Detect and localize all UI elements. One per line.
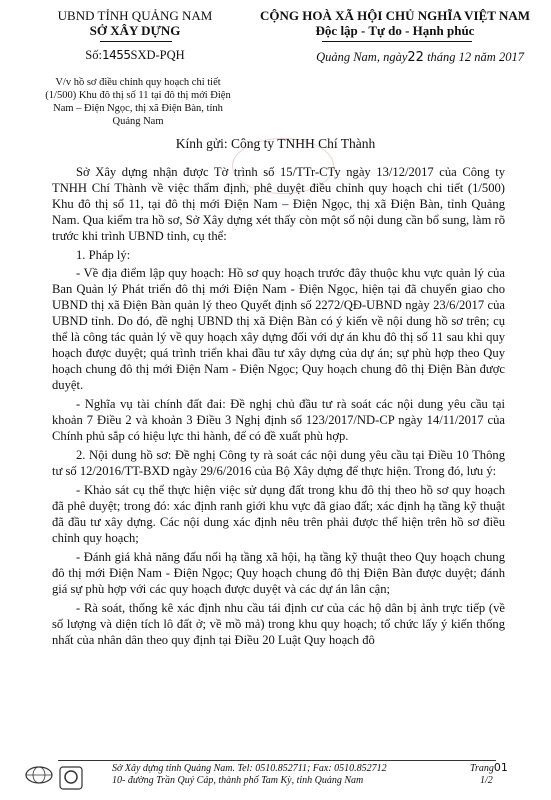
paragraph-location: - Về địa điểm lập quy hoạch: Hồ sơ quy hoạch trước đây thuộc khu vực quản lý của Ban Quản lý Phát triển đô thị mới Điện Nam - Điện Ngọc, hiện tại đã chuyển giao cho UBND thị xã Điện Bàn quản lý theo Quyết định số 2272/QĐ-UBND ngày 23/6/2017 của UBND tỉnh. Do đó, đề nghị UBND thị xã Điện Bàn có ý kiến về nội dung hồ sơ trên; cụ thể là công tác quản lý về quy hoạch xây dựng đối với dự án khu đô thị số 11 sau khi quy hoạch được duyệt; quá trình triển khai đầu tư xây dựng của dự án; sự phù hợp theo Quy hoạch chung đô thị mới Điện Nam - Điện Ngọc; Quy hoạch chung đô thị Điện Bàn được duyệt. [52, 266, 505, 392]
footer-line-contact: Sở Xây dựng tỉnh Quảng Nam. Tel: 0510.852711; Fax: 0510.852712 [112, 763, 387, 774]
place-date-suffix: tháng 12 năm 2017 [427, 50, 524, 64]
national-title: CỘNG HOÀ XÃ HỘI CHỦ NGHĨA VIỆT NAM [259, 8, 531, 23]
place-date [300, 50, 540, 65]
national-motto: Độc lập - Tự do - Hạnh phúc [315, 23, 475, 38]
recipient-line: Kính gửi: Công ty TNHH Chí Thành [175, 136, 376, 151]
issuing-authority: UBND TỈNH QUẢNG NAM [57, 8, 213, 23]
issuing-department: SỞ XÂY DỰNG [89, 23, 181, 38]
paragraph-financial: - Nghĩa vụ tài chính đất đai: Đề nghị chủ đầu tư rà soát các nội dung yêu cầu tại khoản 7 Điều 2 và khoản 3 Điều 3 Nghị định số 123/2017/ND-CP ngày 14/11/2017 của Chính phủ sắp có hiệu lực thi hành, để có đề xuất phù hợp. [52, 397, 505, 443]
section-heading-content: 2. Nội dung hồ sơ: Đề nghị Công ty rà soát các nội dung yêu cầu tại Điều 10 Thông tư số 12/2016/TT-BXD ngày 29/6/2016 của Bộ Xây dựng để thực hiện. Trong đó, lưu ý: [52, 448, 505, 478]
doc-number-suffix: SXD-PQH [130, 48, 185, 62]
footer-contact [112, 763, 452, 787]
page-label: Trang [470, 763, 494, 774]
motto-underline [322, 41, 472, 42]
letter-body [52, 164, 505, 651]
footer-divider [58, 760, 496, 761]
subject-line: V/v hồ sơ điều chỉnh quy hoạch chi tiết (1/500) Khu đô thị số 11 tại đô thị mới Điện Nam – Điện Ngọc, thị xã Điện Bàn, tỉnh Quảng Nam [45, 77, 231, 127]
page-count: 1/2 [480, 775, 493, 786]
section-heading-legal: 1. Pháp lý: [76, 248, 131, 262]
place-date-prefix: Quảng Nam, ngày [316, 50, 408, 64]
doc-number-prefix: Số: [85, 48, 102, 62]
iso-seal-icon [58, 765, 84, 791]
place-date-day: 22 [407, 50, 424, 65]
org-underline [100, 41, 172, 42]
page-number [470, 762, 530, 787]
certification-logo [22, 765, 56, 791]
doc-number-handwritten: 1455 [101, 48, 131, 62]
paragraph-survey: - Khảo sát cụ thể thực hiện việc sử dụng đất trong khu đô thị theo hồ sơ quy hoạch đã phê duyệt; trong đó: xác định ranh giới khu vực đã giao đất; xác định hạ tầng kỹ thuật đã đầu tư xây dựng. Các nội dung xác định nêu trên phải được thể hiện trên hồ sơ điều chỉnh quy hoạch; [52, 483, 505, 545]
page-number-handwritten: 01 [493, 761, 508, 774]
footer-line-address: 10- đường Trần Quý Cáp, thành phố Tam Kỳ, tỉnh Quảng Nam [112, 775, 364, 786]
paragraph-intro: Sở Xây dựng nhận được Tờ trình số 15/TTr-CTy ngày 13/12/2017 của Công ty TNHH Chí Thành về việc thẩm định, phê duyệt điều chỉnh quy hoạch chi tiết (1/500) Khu đô thị số 11, tại đô thị mới Điện Nam – Điện Ngọc, thị xã Điện Bàn, tỉnh Quảng Nam. Qua kiểm tra hồ sơ, Sở Xây dựng xét thấy còn một số nội dung cần bổ sung, làm rõ trước khi trình UBND tỉnh, cụ thể: [52, 165, 505, 243]
paragraph-connectivity: - Đánh giá khả năng đấu nối hạ tầng xã hội, hạ tầng kỹ thuật theo Quy hoạch chung đô thị mới Điện Nam - Điện Ngọc; Quy hoạch chung đô thị Điện Bàn được duyệt; đánh giá sự phù hợp với các quy hoạch được duyệt và các dự án lân cận; [52, 550, 505, 596]
document-number [40, 48, 230, 63]
paragraph-resettlement: - Rà soát, thống kê xác định nhu cầu tái định cư của các hộ dân bị ảnh trực tiếp (về số lượng và diện tích lô đất ở; về mồ mả) trong khu quy hoạch; tổ chức lấy ý kiến thống nhất của nhân dân theo quy định tại Điều 20 Luật Quy hoạch đô [52, 601, 505, 647]
